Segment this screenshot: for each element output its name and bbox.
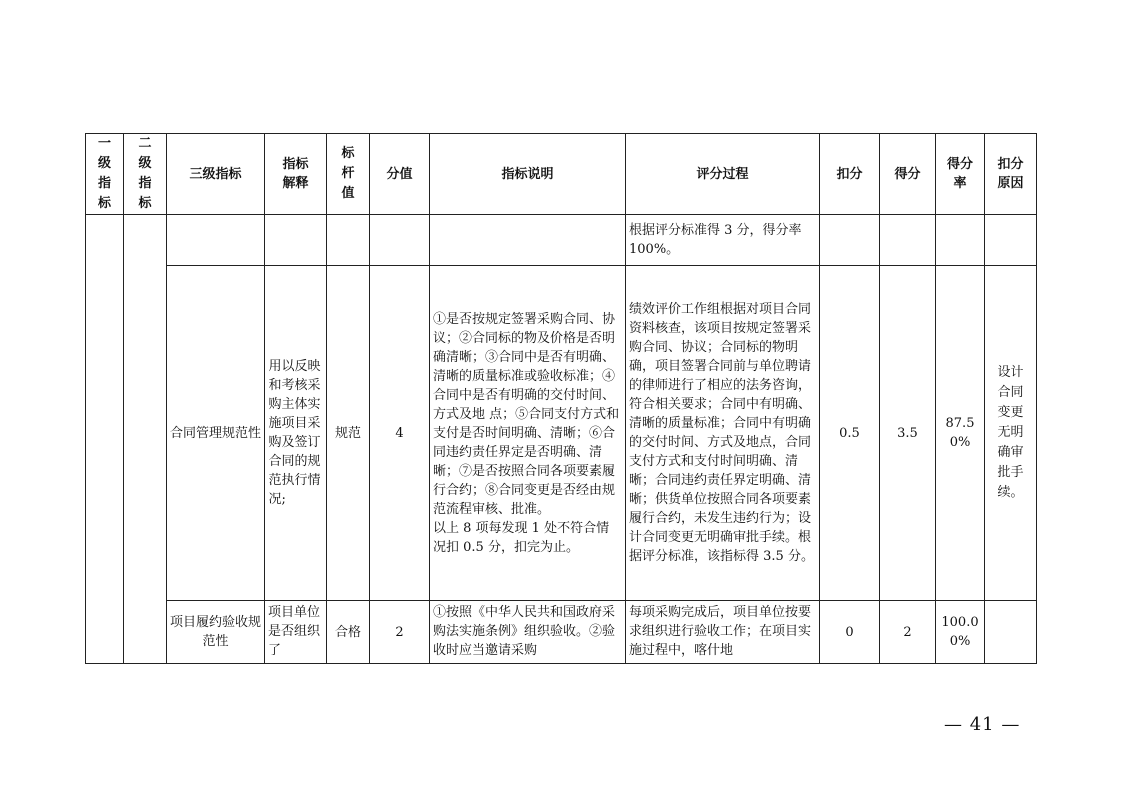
level1-cell bbox=[86, 215, 124, 664]
benchmark-cell: 规范 bbox=[327, 266, 370, 601]
deduction-cell bbox=[820, 215, 880, 266]
table-row bbox=[86, 266, 1037, 601]
score-value-cell bbox=[370, 215, 430, 266]
header-process: 评分过程 bbox=[626, 134, 820, 215]
header-benchmark: 标杆值 bbox=[327, 134, 370, 215]
process-cell: 绩效评价工作组根据对项目合同资料核查，该项目按规定签署采购合同、协议；合同标的物明确，项目签署合同前与单位聘请的律师进行了相应的法务咨询，符合相关要求；合同中有明确、清晰的质量标准；合同中有明确的交付时间、方式及地点，合同支付方式和支付时间明确、清晰；合同违约责任界定明确、清晰；供货单位按照合同各项要素履行合约，未发生违约行为；设计合同变更无明确审批手续。根据评分标准，该指标得 3.5 分。 bbox=[626, 266, 820, 601]
evaluation-table bbox=[85, 133, 1037, 664]
header-reason: 扣分原因 bbox=[985, 134, 1037, 215]
page-number: — 41 — bbox=[944, 714, 1021, 735]
score-cell bbox=[880, 215, 936, 266]
header-score-value: 分值 bbox=[370, 134, 430, 215]
header-level1: 一级指标 bbox=[86, 134, 124, 215]
score-value-cell: 2 bbox=[370, 601, 430, 664]
score-cell: 2 bbox=[880, 601, 936, 664]
description-text: ①是否按规定签署采购合同、协议；②合同标的物及价格是否明确清晰；③合同中是否有明确、清晰的质量标准或验收标准；④合同中是否有明确的交付时间、方式及地 点；⑤合同支付方式和支付是否时间明确、清晰；⑥合同违约责任界定是否明确、清晰；⑦是否按照合同各项要素履行合约；⑧合同变更是否经由规范流程审核、批准。 bbox=[433, 311, 620, 517]
header-description: 指标说明 bbox=[430, 134, 626, 215]
score-rate-cell: 87.50% bbox=[936, 266, 985, 601]
table-row bbox=[86, 601, 1037, 664]
deduction-cell: 0 bbox=[820, 601, 880, 664]
header-deduction: 扣分 bbox=[820, 134, 880, 215]
level3-cell bbox=[167, 215, 265, 266]
score-rate-cell bbox=[936, 215, 985, 266]
explanation-cell: 用以反映和考核采购主体实施项目采购及签订合同的规范执行情况; bbox=[265, 266, 327, 601]
score-value-cell: 4 bbox=[370, 266, 430, 601]
reason-cell: 设计合同变更无明确审批手续。 bbox=[985, 266, 1037, 601]
table-row bbox=[86, 215, 1037, 266]
explanation-cell: 项目单位是否组织了 bbox=[265, 601, 327, 664]
score-rate-cell: 100.00% bbox=[936, 601, 985, 664]
description-cell: ①按照《中华人民共和国政府采购法实施条例》组织验收。②验收时应当邀请采购 bbox=[430, 601, 626, 664]
reason-cell bbox=[985, 601, 1037, 664]
level3-cell: 合同管理规范性 bbox=[167, 266, 265, 601]
level3-cell: 项目履约验收规范性 bbox=[167, 601, 265, 664]
header-level2: 二级指标 bbox=[124, 134, 167, 215]
process-cell: 根据评分标准得 3 分，得分率 100%。 bbox=[626, 215, 820, 266]
description-cell bbox=[430, 266, 626, 601]
header-score-rate: 得分率 bbox=[936, 134, 985, 215]
description-note: 以上 8 项每发现 1 处不符合情况扣 0.5 分，扣完为止。 bbox=[433, 520, 610, 555]
benchmark-cell bbox=[327, 215, 370, 266]
process-cell: 每项采购完成后，项目单位按要求组织进行验收工作；在项目实施过程中，喀什地 bbox=[626, 601, 820, 664]
description-cell bbox=[430, 215, 626, 266]
header-row bbox=[86, 134, 1037, 215]
benchmark-cell: 合格 bbox=[327, 601, 370, 664]
level2-cell bbox=[124, 215, 167, 664]
reason-cell bbox=[985, 215, 1037, 266]
header-score: 得分 bbox=[880, 134, 936, 215]
explanation-cell bbox=[265, 215, 327, 266]
score-cell: 3.5 bbox=[880, 266, 936, 601]
header-explanation: 指标解释 bbox=[265, 134, 327, 215]
deduction-cell: 0.5 bbox=[820, 266, 880, 601]
header-level3: 三级指标 bbox=[167, 134, 265, 215]
